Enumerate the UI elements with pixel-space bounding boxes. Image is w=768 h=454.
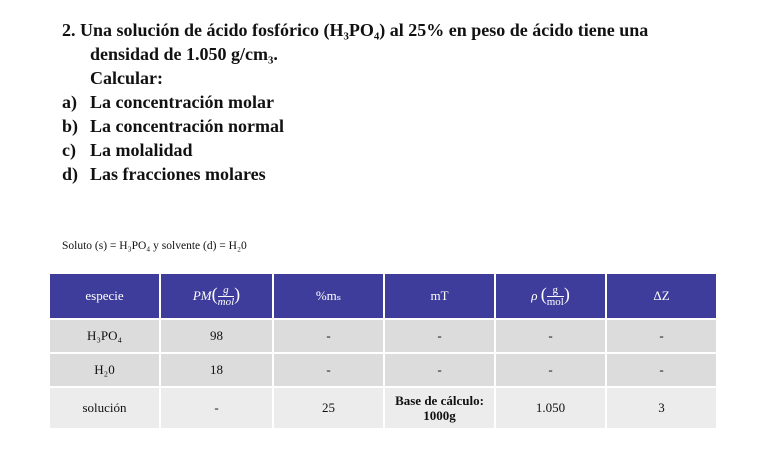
cell-percent-mass: -	[274, 354, 383, 386]
problem-statement	[62, 18, 762, 186]
question-text: La concentración normal	[90, 116, 284, 136]
cell-density: -	[496, 320, 605, 352]
question-text: La molalidad	[90, 140, 193, 160]
header-especie: especie	[50, 274, 159, 318]
question-text: Las fracciones molares	[90, 164, 266, 184]
rho-symbol: ρ	[531, 287, 538, 303]
header-percent-mass: %mₛ	[274, 274, 383, 318]
cell-total-mass: -	[385, 320, 494, 352]
cell-total-mass: -	[385, 354, 494, 386]
paren-open: (	[211, 283, 218, 304]
pm-symbol: PM	[192, 287, 212, 303]
cell-pm: 98	[161, 320, 272, 352]
problem-line-3: Calcular:	[90, 68, 163, 88]
solute-solvent-definition: Soluto (s) = H₃PO₄ y solvente (d) = H₂0	[62, 240, 247, 252]
question-text: La concentración molar	[90, 92, 274, 112]
paren-close: )	[563, 283, 570, 304]
problem-line-2: densidad de 1.050 g/cm₃.	[90, 44, 278, 64]
header-delta-z: ΔZ	[607, 274, 716, 318]
paren-open: (	[540, 283, 547, 304]
cell-delta-z: -	[607, 354, 716, 386]
rho-unit-fraction	[547, 285, 564, 308]
rho-unit-num: g	[547, 285, 564, 297]
cell-delta-z: -	[607, 320, 716, 352]
table-header-row	[50, 274, 716, 318]
cell-pm: 18	[161, 354, 272, 386]
pm-unit-fraction	[218, 285, 235, 308]
cell-especie: H₃PO₄	[50, 320, 159, 352]
question-a	[62, 90, 762, 114]
question-c	[62, 138, 762, 162]
cell-especie: H₂0	[50, 354, 159, 386]
rho-unit-den: mol	[546, 296, 564, 309]
question-b	[62, 114, 762, 138]
table-row	[50, 320, 716, 352]
pm-unit-num: g	[218, 285, 235, 297]
cell-percent-mass: 25	[274, 388, 383, 428]
header-total-mass: mT	[385, 274, 494, 318]
question-letter: b)	[62, 116, 79, 136]
problem-line-1: 2. Una solución de ácido fosfórico (H₃PO₄) al 25% en peso de ácido tiene una	[62, 20, 649, 40]
table-row	[50, 388, 716, 428]
cell-percent-mass: -	[274, 320, 383, 352]
header-density	[496, 274, 605, 318]
question-letter: a)	[62, 92, 77, 112]
cell-especie: solución	[50, 388, 159, 428]
cell-density: 1.050	[496, 388, 605, 428]
question-letter: d)	[62, 164, 79, 184]
question-letter: c)	[62, 140, 76, 160]
pm-unit-den: mol	[217, 296, 235, 309]
cell-delta-z: 3	[607, 388, 716, 428]
cell-pm: -	[161, 388, 272, 428]
question-d	[62, 162, 762, 186]
cell-density: -	[496, 354, 605, 386]
data-table	[48, 272, 718, 430]
cell-total-mass: Base de cálculo: 1000g	[385, 388, 494, 428]
paren-close: )	[234, 283, 241, 304]
header-pm	[161, 274, 272, 318]
table-row	[50, 354, 716, 386]
